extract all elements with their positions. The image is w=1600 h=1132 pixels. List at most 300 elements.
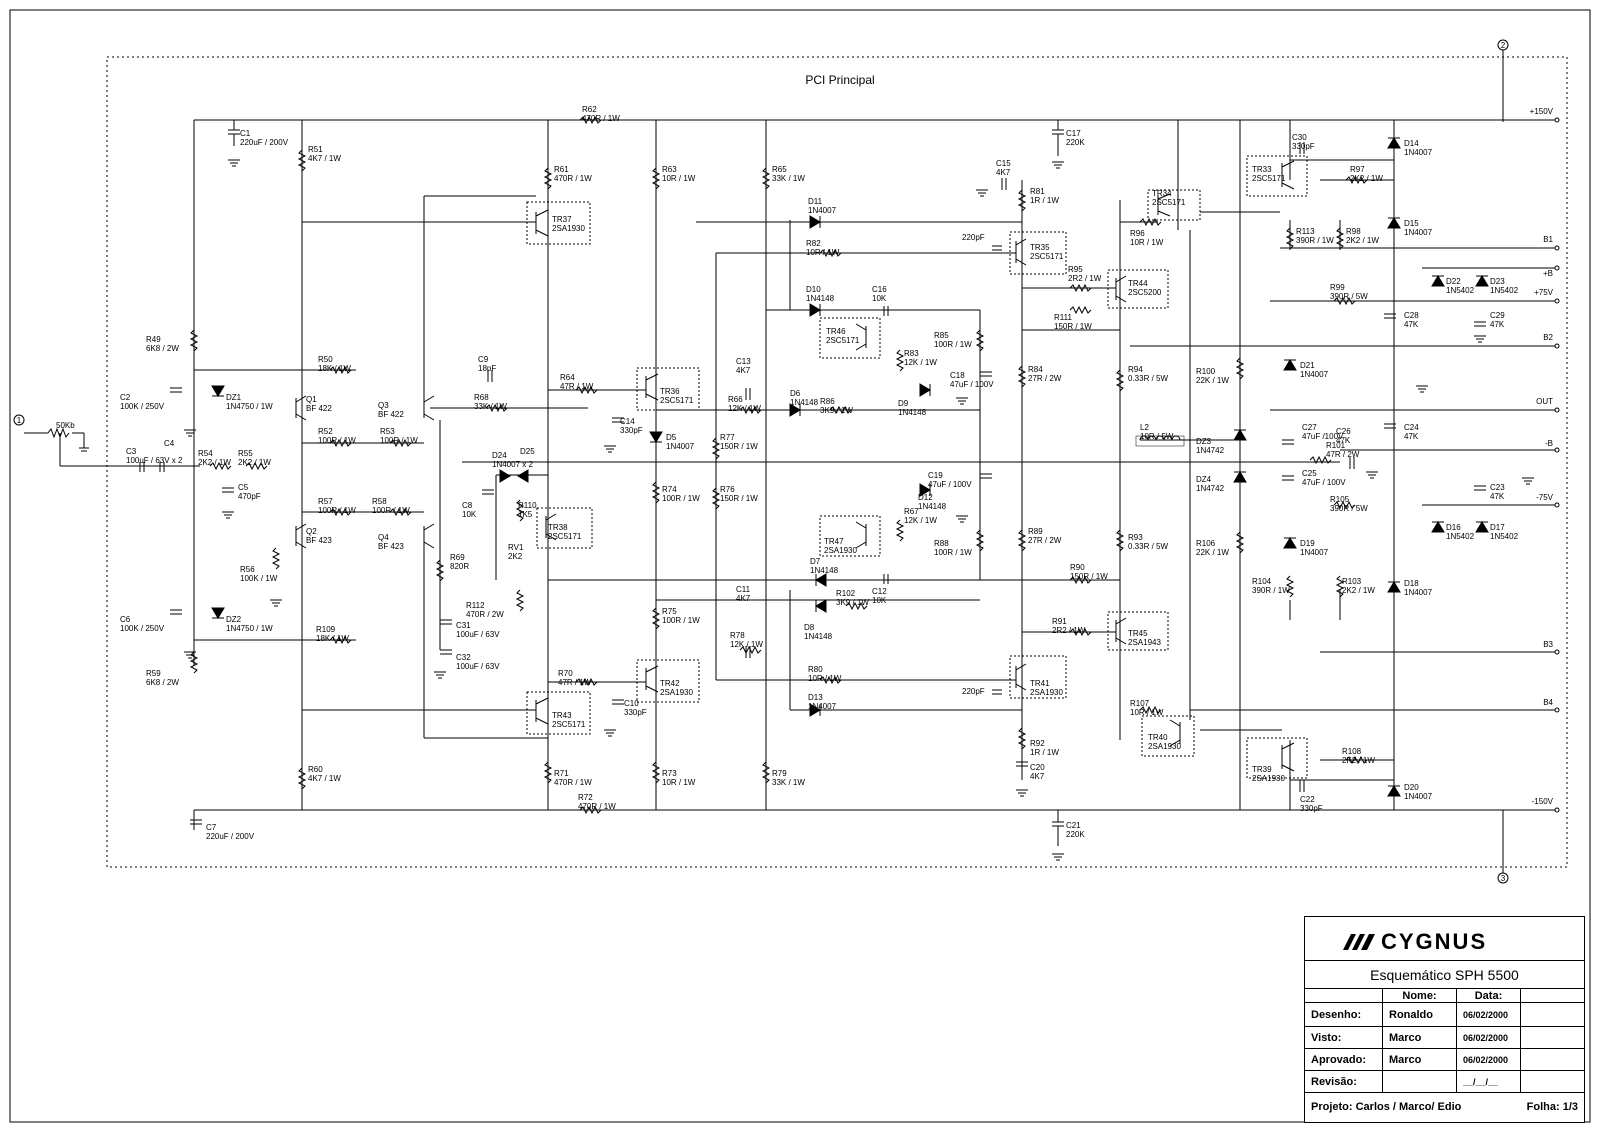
component-ref-d9: D9 (898, 399, 909, 408)
component-value-r97: 2K2 / 1W (1350, 174, 1383, 183)
component-value-q2: BF 423 (306, 536, 332, 545)
component-value-c27: 47uF /100V (1302, 432, 1344, 441)
component-value-q4: BF 423 (378, 542, 404, 551)
component-value-r96: 10R / 1W (1130, 238, 1164, 247)
component-ref-r113: R113 (1296, 227, 1315, 236)
component-ref-tr37: TR37 (552, 215, 572, 224)
component-ref-tr43: TR43 (552, 711, 572, 720)
component-ref-q2: Q2 (306, 527, 317, 536)
component-ref-c11: C11 (736, 585, 751, 594)
title-block-row-revisao (1305, 1071, 1584, 1093)
component-value-r55: 2K2 / 1W (238, 458, 271, 467)
component-ref-r50: R50 (318, 355, 333, 364)
component-value-r105: 390R / 5W (1330, 504, 1368, 513)
header-role-cell (1305, 989, 1383, 1002)
component-ref-tr33: TR33 (1252, 165, 1272, 174)
title-block-row-visto (1305, 1027, 1584, 1049)
row-name (1383, 1071, 1457, 1092)
component-value-r59: 6K8 / 2W (146, 678, 179, 687)
component-value-d11: 1N4007 (808, 206, 837, 215)
component-value-r54: 2K2 / 1W (198, 458, 231, 467)
component-ref-r97: R97 (1350, 165, 1365, 174)
component-ref-d12: D12 (918, 493, 933, 502)
component-value-c22: 330pF (1300, 804, 1323, 813)
component-value-c12: 10K (872, 596, 887, 605)
component-ref-dz3: DZ3 (1196, 437, 1212, 446)
component-ref-r93: R93 (1128, 533, 1143, 542)
component-ref-c3: C3 (126, 447, 137, 456)
component-value-r61: 470R / 1W (554, 174, 592, 183)
component-ref-r67: R67 (904, 507, 919, 516)
component-ref-c6: C6 (120, 615, 131, 624)
component-ref-r62: R62 (582, 105, 597, 114)
component-value-r106: 22K / 1W (1196, 548, 1229, 557)
component-value-tr41: 2SA1930 (1030, 688, 1063, 697)
header-date: Data: (1457, 989, 1521, 1002)
row-name: Ronaldo (1383, 1003, 1457, 1026)
component-value-r67: 12K / 1W (904, 516, 937, 525)
component-ref-c5: C5 (238, 483, 249, 492)
component-ref-c15: C15 (996, 159, 1011, 168)
component-ref-c29: C29 (1490, 311, 1505, 320)
component-ref-r92: R92 (1030, 739, 1045, 748)
component-value-tr47: 2SA1930 (824, 546, 857, 555)
component-ref-dz1: DZ1 (226, 393, 242, 402)
component-ref-r51: R51 (308, 145, 323, 154)
component-ref-c9: C9 (478, 355, 489, 364)
component-value-c14: 330pF (620, 426, 643, 435)
title-block-header-row (1305, 989, 1584, 1003)
cygnus-logo (1341, 929, 1487, 955)
component-value-c25: 47uF / 100V (1302, 478, 1346, 487)
rail-label-150n: -150V (1531, 797, 1553, 806)
component-ref-c22: C22 (1300, 795, 1315, 804)
component-ref-tr45: TR45 (1128, 629, 1148, 638)
component-value-c8: 10K (462, 510, 477, 519)
component-value-d19: 1N4007 (1300, 548, 1329, 557)
component-ref-r76: R76 (720, 485, 735, 494)
component-value-r71: 470R / 1W (554, 778, 592, 787)
component-value-r52: 100R / 1W (318, 436, 356, 445)
component-value-r58: 100R / 1W (372, 506, 410, 515)
component-value-c1: 220uF / 200V (240, 138, 289, 147)
component-ref-r61: R61 (554, 165, 569, 174)
capacitor-symbols (140, 120, 1486, 846)
component-value-c32: 100uF / 63V (456, 662, 500, 671)
row-date: 06/02/2000 (1457, 1049, 1521, 1070)
component-ref-r108: R108 (1342, 747, 1362, 756)
component-ref-r106: R106 (1196, 539, 1216, 548)
component-value-d13: 1N4007 (808, 702, 837, 711)
board-label: PCI Principal (805, 73, 875, 87)
component-value-c20: 4K7 (1030, 772, 1045, 781)
component-ref-c18: C18 (950, 371, 965, 380)
component-value-dz2: 1N4750 / 1W (226, 624, 273, 633)
component-value-d22: 1N5402 (1446, 286, 1475, 295)
component-value-r109: 18K / 1W (316, 634, 349, 643)
input-pot-label: 50Kb (56, 421, 75, 430)
component-value-c24: 47K (1404, 432, 1419, 441)
component-ref-c7: C7 (206, 823, 217, 832)
component-value-c26: 47K (1336, 436, 1351, 445)
component-value-r90: 150R / 1W (1070, 572, 1108, 581)
component-value-r99: 390R / 5W (1330, 292, 1368, 301)
component-ref-d22: D22 (1446, 277, 1461, 286)
component-ref-d7: D7 (810, 557, 821, 566)
component-value-r76: 150R / 1W (720, 494, 758, 503)
component-value-c5: 470pF (238, 492, 261, 501)
row-role: Revisão: (1305, 1071, 1383, 1092)
component-value-c21: 220K (1066, 830, 1085, 839)
component-ref-q1: Q1 (306, 395, 317, 404)
component-ref-r84: R84 (1028, 365, 1043, 374)
component-ref-c25: C25 (1302, 469, 1317, 478)
component-ref-r52: R52 (318, 427, 333, 436)
rail-label-b-minus: -B (1545, 439, 1553, 448)
component-value-r79: 33K / 1W (772, 778, 805, 787)
component-value-dz4: 1N4742 (1196, 484, 1225, 493)
component-value-r49: 6K8 / 2W (146, 344, 179, 353)
component-value-c16: 10K (872, 294, 887, 303)
component-ref-d15: D15 (1404, 219, 1419, 228)
component-value-d21: 1N4007 (1300, 370, 1329, 379)
component-value-r98: 2K2 / 1W (1346, 236, 1379, 245)
project-credits: Projeto: Carlos / Marco/ Edio (1311, 1101, 1462, 1113)
row-name: Marco (1383, 1049, 1457, 1070)
component-value-r70: 47R / 1W (558, 678, 592, 687)
component-ref-c2: C2 (120, 393, 131, 402)
rail-label-b3: B3 (1543, 640, 1553, 649)
component-ref-rv1: RV1 (508, 543, 524, 552)
component-value-tr37: 2SA1930 (552, 224, 585, 233)
component-value-r103: 2K2 / 1W (1342, 586, 1375, 595)
component-value-c10: 330pF (624, 708, 647, 717)
rail-label-b1: B1 (1543, 235, 1553, 244)
component-value-r65: 33K / 1W (772, 174, 805, 183)
component-ref-c23: C23 (1490, 483, 1505, 492)
component-ref-tr34: TR34 (1152, 189, 1172, 198)
row-role: Aprovado: (1305, 1049, 1383, 1070)
component-ref-r96: R96 (1130, 229, 1145, 238)
component-ref-r98: R98 (1346, 227, 1361, 236)
component-value-r75: 100R / 1W (662, 616, 700, 625)
component-value-c3: 100uF / 63V x 2 (126, 456, 183, 465)
component-value-d12: 1N4148 (918, 502, 947, 511)
component-ref-r101: R101 (1326, 441, 1346, 450)
component-value-dz1: 1N4750 / 1W (226, 402, 273, 411)
component-value-r95: 2R2 / 1W (1068, 274, 1102, 283)
component-ref-c19: C19 (928, 471, 943, 480)
component-value-r89: 27R / 2W (1028, 536, 1062, 545)
component-ref-c1: C1 (240, 129, 251, 138)
component-value-c29: 47K (1490, 320, 1505, 329)
row-role: Desenho: (1305, 1003, 1383, 1026)
connector-3-label: 3 (1500, 874, 1506, 883)
component-ref-r99: R99 (1330, 283, 1345, 292)
component-ref-d14: D14 (1404, 139, 1419, 148)
input-pot (48, 429, 69, 437)
component-ref-r65: R65 (772, 165, 787, 174)
component-value-r66: 12K / 1W (728, 404, 761, 413)
component-ref-c30: C30 (1292, 133, 1307, 142)
component-ref-r81: R81 (1030, 187, 1045, 196)
component-value-c7: 220uF / 200V (206, 832, 255, 841)
row-date: 06/02/2000 (1457, 1003, 1521, 1026)
component-value-r86: 3K9 / 1W (820, 406, 853, 415)
component-value-c11: 4K7 (736, 594, 751, 603)
component-ref-r75: R75 (662, 607, 677, 616)
connector-2-label: 2 (1500, 41, 1506, 50)
rail-label-75n: -75V (1536, 493, 1553, 502)
wiring (194, 160, 1490, 780)
component-value-r69: 820R (450, 562, 470, 571)
component-value-r91: 2R2 / 1W (1052, 626, 1086, 635)
component-value-r110: 1K5 (518, 510, 533, 519)
component-ref-tr41: TR41 (1030, 679, 1050, 688)
component-ref-r80: R80 (808, 665, 823, 674)
component-value-dz3: 1N4742 (1196, 446, 1225, 455)
component-ref-dz4: DZ4 (1196, 475, 1212, 484)
cap-220pf-top-label: 220pF (962, 233, 985, 242)
component-value-d9: 1N4148 (898, 408, 927, 417)
component-ref-r83: R83 (904, 349, 919, 358)
component-value-d15: 1N4007 (1404, 228, 1433, 237)
component-ref-c14: C14 (620, 417, 635, 426)
component-labels (120, 105, 1519, 841)
component-ref-r89: R89 (1028, 527, 1043, 536)
title-block-footer-row (1305, 1093, 1584, 1122)
component-value-d16: 1N5402 (1446, 532, 1475, 541)
component-value-r64: 47R / 1W (560, 382, 594, 391)
component-ref-c32: C32 (456, 653, 471, 662)
component-value-d14: 1N4007 (1404, 148, 1433, 157)
title-block (1304, 916, 1585, 1123)
component-value-r77: 150R / 1W (720, 442, 758, 451)
component-ref-r71: R71 (554, 769, 569, 778)
component-ref-r68: R68 (474, 393, 489, 402)
component-value-c31: 100uF / 63V (456, 630, 500, 639)
component-ref-q4: Q4 (378, 533, 389, 542)
component-ref-tr46: TR46 (826, 327, 846, 336)
component-ref-c12: C12 (872, 587, 887, 596)
component-value-r73: 10R / 1W (662, 778, 696, 787)
component-ref-r95: R95 (1068, 265, 1083, 274)
component-ref-r72: R72 (578, 793, 593, 802)
component-value-d10: 1N4148 (806, 294, 835, 303)
component-ref-d20: D20 (1404, 783, 1419, 792)
component-ref-tr42: TR42 (660, 679, 680, 688)
component-value-c9: 18pF (478, 364, 497, 373)
component-value-r93: 0.33R / 5W (1128, 542, 1169, 551)
component-ref-d11: D11 (808, 197, 823, 206)
component-ref-c31: C31 (456, 621, 471, 630)
component-ref-d21: D21 (1300, 361, 1315, 370)
resistor-symbols (191, 117, 1367, 813)
component-ref-r70: R70 (558, 669, 573, 678)
component-value-rv1: 2K2 (508, 552, 523, 561)
component-value-r51: 4K7 / 1W (308, 154, 341, 163)
component-value-d20: 1N4007 (1404, 792, 1433, 801)
component-ref-l2: L2 (1140, 423, 1149, 432)
connector-1-label: 1 (16, 416, 22, 425)
component-value-r102: 3K9 / 1W (836, 598, 869, 607)
component-value-r107: 10R / 1W (1130, 708, 1164, 717)
component-ref-r82: R82 (806, 239, 821, 248)
component-value-d6: 1N4148 (790, 398, 819, 407)
component-value-d18: 1N4007 (1404, 588, 1433, 597)
component-value-d8: 1N4148 (804, 632, 833, 641)
component-value-r108: 2K2 / 1W (1342, 756, 1375, 765)
component-value-tr39: 2SA1930 (1252, 774, 1285, 783)
component-value-d7: 1N4148 (810, 566, 839, 575)
component-ref-c21: C21 (1066, 821, 1081, 830)
component-ref-r105: R105 (1330, 495, 1350, 504)
component-ref-c10: C10 (624, 699, 639, 708)
component-ref-d6: D6 (790, 389, 801, 398)
component-value-l2: 10R / 5W (1140, 432, 1174, 441)
row-date: 06/02/2000 (1457, 1027, 1521, 1048)
component-ref-r102: R102 (836, 589, 856, 598)
component-ref-r110: R110 (518, 501, 537, 510)
component-value-c28: 47K (1404, 320, 1419, 329)
component-ref-r73: R73 (662, 769, 677, 778)
component-ref-r69: R69 (450, 553, 465, 562)
component-value-r74: 100R / 1W (662, 494, 700, 503)
component-ref-r66: R66 (728, 395, 743, 404)
component-ref-tr47: TR47 (824, 537, 844, 546)
component-value-c17: 220K (1066, 138, 1085, 147)
component-ref-r64: R64 (560, 373, 575, 382)
component-value-r85: 100R / 1W (934, 340, 972, 349)
component-ref-r107: R107 (1130, 699, 1150, 708)
component-ref-c28: C28 (1404, 311, 1419, 320)
component-value-r100: 22K / 1W (1196, 376, 1229, 385)
title-block-row-aprovado (1305, 1049, 1584, 1071)
component-ref-r104: R104 (1252, 577, 1272, 586)
component-ref-tr44: TR44 (1128, 279, 1148, 288)
component-ref-q3: Q3 (378, 401, 389, 410)
component-ref-tr35: TR35 (1030, 243, 1050, 252)
component-value-tr42: 2SA1930 (660, 688, 693, 697)
component-value-c30: 330pF (1292, 142, 1315, 151)
component-value-r80: 10R / 1W (808, 674, 842, 683)
component-ref-r74: R74 (662, 485, 677, 494)
component-ref-c8: C8 (462, 501, 473, 510)
component-value-c6: 100K / 250V (120, 624, 165, 633)
row-role: Visto: (1305, 1027, 1383, 1048)
component-ref-d5: D5 (666, 433, 677, 442)
component-value-r63: 10R / 1W (662, 174, 696, 183)
row-date: __/__/__ (1457, 1071, 1521, 1092)
component-value-tr36: 2SC5171 (660, 396, 694, 405)
component-ref-c13: C13 (736, 357, 751, 366)
component-ref-r109: R109 (316, 625, 336, 634)
component-ref-tr40: TR40 (1148, 733, 1168, 742)
component-value-c15: 4K7 (996, 168, 1011, 177)
title-block-brand-row (1305, 917, 1584, 961)
rail-label-b2: B2 (1543, 333, 1553, 342)
component-ref-r85: R85 (934, 331, 949, 340)
component-ref-r60: R60 (308, 765, 323, 774)
component-value-r104: 390R / 1W (1252, 586, 1290, 595)
component-value-r113: 390R / 1W (1296, 236, 1334, 245)
rail-label-out: OUT (1536, 397, 1553, 406)
component-ref-r103: R103 (1342, 577, 1362, 586)
component-ref-d23: D23 (1490, 277, 1505, 286)
component-ref-r78: R78 (730, 631, 745, 640)
component-ref-r49: R49 (146, 335, 161, 344)
component-value-d5: 1N4007 (666, 442, 695, 451)
component-ref-r63: R63 (662, 165, 677, 174)
component-ref-r111: R111 (1054, 313, 1072, 322)
component-value-tr46: 2SC5171 (826, 336, 860, 345)
component-ref-d17: D17 (1490, 523, 1505, 532)
component-ref-r56: R56 (240, 565, 255, 574)
component-value-c13: 4K7 (736, 366, 751, 375)
component-value-r78: 12K / 1W (730, 640, 763, 649)
component-ref-r112: R112 (466, 601, 485, 610)
component-ref-r58: R58 (372, 497, 387, 506)
component-value-r56: 100K / 1W (240, 574, 278, 583)
component-ref-r90: R90 (1070, 563, 1085, 572)
rail-label-b4: B4 (1543, 698, 1553, 707)
drawing-title: Esquemático SPH 5500 (1370, 967, 1519, 983)
component-ref-r77: R77 (720, 433, 735, 442)
component-ref-c24: C24 (1404, 423, 1419, 432)
component-value-r57: 100R / 1W (318, 506, 356, 515)
component-ref-d25: D25 (520, 447, 535, 456)
component-value-r88: 100R / 1W (934, 548, 972, 557)
component-value-r83: 12K / 1W (904, 358, 937, 367)
component-ref-d8: D8 (804, 623, 815, 632)
component-ref-d19: D19 (1300, 539, 1315, 548)
component-ref-d24: D24 (492, 451, 507, 460)
component-ref-c26: C26 (1336, 427, 1351, 436)
component-ref-c16: C16 (872, 285, 887, 294)
component-value-tr45: 2SA1943 (1128, 638, 1161, 647)
component-value-r101: 47R / 2W (1326, 450, 1360, 459)
component-ref-r57: R57 (318, 497, 333, 506)
component-value-r92: 1R / 1W (1030, 748, 1059, 757)
title-block-title-row (1305, 961, 1584, 989)
component-ref-tr39: TR39 (1252, 765, 1272, 774)
component-ref-tr36: TR36 (660, 387, 680, 396)
header-name: Nome: (1383, 989, 1457, 1002)
rail-label-b-plus: +B (1542, 269, 1553, 278)
component-value-tr35: 2SC5171 (1030, 252, 1064, 261)
component-ref-r88: R88 (934, 539, 949, 548)
component-value-r62: 470R / 1W (582, 114, 620, 123)
component-ref-c4: C4 (164, 439, 175, 448)
component-value-c18: 47uF / 100V (950, 380, 994, 389)
component-ref-dz2: DZ2 (226, 615, 242, 624)
component-ref-d10: D10 (806, 285, 821, 294)
component-value-q1: BF 422 (306, 404, 332, 413)
component-ref-r100: R100 (1196, 367, 1216, 376)
component-value-c19: 47uF / 100V (928, 480, 972, 489)
component-ref-r86: R86 (820, 397, 835, 406)
component-value-tr38: 2SC5171 (548, 532, 582, 541)
component-value-r60: 4K7 / 1W (308, 774, 341, 783)
component-ref-d13: D13 (808, 693, 823, 702)
component-value-c23: 47K (1490, 492, 1505, 501)
row-name: Marco (1383, 1027, 1457, 1048)
rail-terminals (1555, 118, 1559, 812)
component-value-q3: BF 422 (378, 410, 404, 419)
component-value-r53: 100R / 1W (380, 436, 418, 445)
component-ref-c20: C20 (1030, 763, 1045, 772)
component-ref-r94: R94 (1128, 365, 1143, 374)
